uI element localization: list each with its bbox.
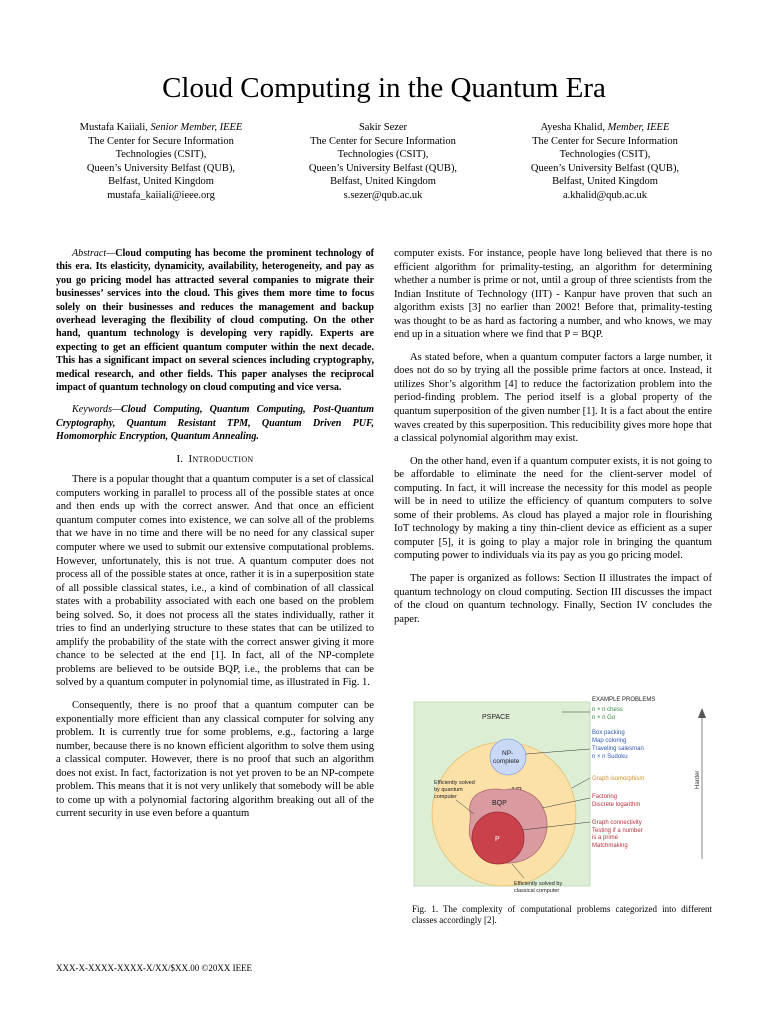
author-affiliation: Belfast, United Kingdom [108, 176, 214, 188]
body-paragraph: As stated before, when a quantum computer factors a large number, it does not do so by trying all the possible prime factors at once. Instead, it utilizes Shor’s algorithm [4] to reduce the factorization problem into the period-finding problem. The period itself is a global property of the quantum superposition of the given number [1]. It is a fact about the entire waves created by this superposition. This reducibility gives more hope that a classical polynomial algorithm may exist. [394, 351, 712, 445]
author-affiliation: Queen’s University Belfast (QUB), [308, 162, 458, 174]
author-email: a.khalid@qub.ac.uk [562, 189, 648, 201]
author-affiliation: The Center for Secure Information [532, 135, 678, 147]
body-paragraph: There is a popular thought that a quantum computer is a set of classical computers working in parallel to process all of the possible states at once and then ends up with the correct answer. And that once an efficient quantum computer comes into existence, we can solve all of the problems that we have in no time and there will be no need for any classical super computer where we used to submit our extensive computational problems. However, unfortunately, this is not true. A quantum computer does not process all of the possible states at once, rather it is in a superposition state of all possible classical states, i.e., a kind of combination of all classical states with a probability associated with each one based on the problem being solved. So, it does not process all the states individually, rather it tries to find an underlying structure to these states that can be utilized to amplify the probability of the state with the correct answer giving it more chance to be selected at the end [1]. In fact, all of the NP-complete problems are believed to be outside BQP, i.e., the problems that can be solved by a quantum computer in polynomial time, as illustrated in Fig. 1. [56, 474, 374, 689]
example-pspace-2: n × n Go [592, 715, 616, 721]
examples-header: EXAMPLE PROBLEMS [592, 697, 656, 703]
author-name-line [46, 121, 276, 135]
paper-title: Cloud Computing in the Quantum Era [162, 72, 606, 104]
author-name: Ayesha Khalid, [540, 122, 605, 133]
section-title: Introduction [188, 452, 254, 465]
example-p-1: Graph connectivity [592, 820, 642, 826]
example-npc-4: n × n Sudoku [592, 754, 628, 760]
section-number: I. [176, 452, 183, 465]
example-np-1: Graph isomorphism [592, 776, 645, 782]
author-role: Senior Member, IEEE [150, 122, 243, 133]
author-name-line [268, 121, 498, 135]
bqp-label: BQP [492, 800, 507, 807]
classical-annotation-1: Efficiently solved by [514, 881, 563, 887]
author-name: Mustafa Kaiiali, [79, 122, 148, 133]
keywords-label: Keywords— [72, 404, 121, 416]
author-affiliation: Belfast, United Kingdom [552, 176, 658, 188]
example-p-4: Matchmaking [592, 843, 628, 849]
author-affiliation: The Center for Secure Information [310, 135, 456, 147]
example-bqp-1: Factoring [592, 794, 618, 800]
example-p-3: is a prime [592, 835, 619, 841]
complexity-diagram [412, 694, 712, 894]
author-affiliation: Technologies (CSIT), [115, 149, 207, 161]
abstract [56, 247, 374, 394]
left-column [56, 247, 374, 830]
np-complete-label-2: complete [493, 758, 520, 765]
complexity-figure [412, 694, 712, 894]
abstract-text: Cloud computing has become the prominent technology of this era. Its elasticity, dynamicity, availability, heterogeneity, and pay as you go pricing model has attracted several companies to migrate their businesses’ services into the cloud. This gives them more time to focus solely on their businesses and reduces the management and backup overhead leveraging the flexibility of cloud computing. On the other hand, quantum technology is developing very rapidly. Experts are expecting to get an efficient quantum computer within the next decade. This has a significant impact on several sciences including cryptography, medical research, and other fields. This paper analyses the reciprocal impact of quantum technology on cloud computing and vice versa. [56, 248, 374, 394]
example-pspace-1: n × n chess [592, 707, 623, 713]
author-affiliation: Queen’s University Belfast (QUB), [86, 162, 236, 174]
keywords [56, 403, 374, 443]
footer-copyright: XXX-X-XXXX-XXXX-X/XX/$XX.00 ©20XX IEEE [56, 963, 253, 973]
example-npc-1: Box packing [592, 730, 625, 736]
author-name-line [490, 121, 720, 135]
author-email: mustafa_kaiiali@ieee.org [107, 189, 215, 201]
example-npc-2: Map coloring [592, 738, 627, 744]
quantum-annotation-3: computer [434, 794, 457, 800]
p-label: P [495, 836, 500, 843]
author-affiliation: Technologies (CSIT), [559, 149, 651, 161]
quantum-annotation-2: by quantum [434, 787, 463, 793]
right-column [394, 247, 712, 635]
np-complete-label-1: NP- [502, 750, 514, 757]
author-affiliation: Technologies (CSIT), [337, 149, 429, 161]
pspace-label: PSPACE [482, 714, 510, 721]
classical-annotation-2: classical computer [514, 888, 560, 894]
section-heading [56, 453, 374, 467]
example-npc-3: Traveling salesman [592, 746, 644, 752]
author-email: s.sezer@qub.ac.uk [343, 189, 423, 201]
example-bqp-2: Discrete logarithm [592, 802, 641, 808]
keywords-text: Cloud Computing, Quantum Computing, Post-Quantum Cryptography, Quantum Resistant TPM, Quantum Driven PUF, Homomorphic Encryption, Quantum Annealing. [56, 404, 374, 443]
harder-label: Harder [695, 770, 701, 789]
author-name: Sakir Sezer [358, 122, 408, 133]
author-block-2 [268, 121, 498, 203]
author-affiliation: Belfast, United Kingdom [330, 176, 436, 188]
author-affiliation: Queen’s University Belfast (QUB), [530, 162, 680, 174]
abstract-label: Abstract— [72, 248, 116, 259]
body-paragraph: Consequently, there is no proof that a quantum computer can be exponentially more efficient than any classical computer for solving any problem. It is currently true for some problems, e.g., factoring a large number, because there is no known efficient algorithm to solve them using a classical computer. However, there is no proof that such an algorithm does not exist. In fact, factorization is not yet proven to be an NP-compete problem. This means that it is not very unlikely that somebody will be able to come up with a polynomial factoring algorithm breaking out all of the current security in use even before a quantum [56, 699, 374, 820]
body-paragraph: computer exists. For instance, people have long believed that there is no efficient algorithm for primality-testing, an algorithm for determining whether a number is prime or not, until a group of three scientists from the Indian Institute of Technology (IIT) - Kanpur have proven that such an algorithm exists [3] no earlier than 2002! Before that, primality-testing was thought to be as hard as factoring a number, and who knows, we may end up in a situation where we find that P = BQP. [394, 248, 712, 341]
harder-arrow-icon [698, 708, 706, 718]
author-role: Member, IEEE [607, 122, 670, 133]
author-block-1 [46, 121, 276, 203]
figure-caption: Fig. 1. The complexity of computational problems categorized into different classes accordingly [2]. [412, 904, 712, 925]
body-paragraph: On the other hand, even if a quantum computer exists, it is not going to be affordable to eliminate the need for the client-server model of computing. In fact, it will increase the necessity for this model as people will be in need to utilize the efficiency of quantum computers to solve some of their problems. As cloud has played a major role in flourishing IoT technology by making a tiny thin-client device as efficient as a super computer [5], it is going to play a major role in bringing the quantum computing power to individuals via its pay as you go pricing model. [394, 455, 712, 562]
author-block-3 [490, 121, 720, 203]
example-p-2: Testing if a number [592, 828, 643, 834]
np-complete-region [490, 739, 526, 775]
body-paragraph: The paper is organized as follows: Section II illustrates the impact of quantum technology on cloud computing. Section III discusses the impact of the cloud on quantum technology. Finally, Section IV concludes the paper. [394, 573, 712, 625]
author-affiliation: The Center for Secure Information [88, 135, 234, 147]
quantum-annotation-1: Efficiently solved [434, 780, 475, 786]
